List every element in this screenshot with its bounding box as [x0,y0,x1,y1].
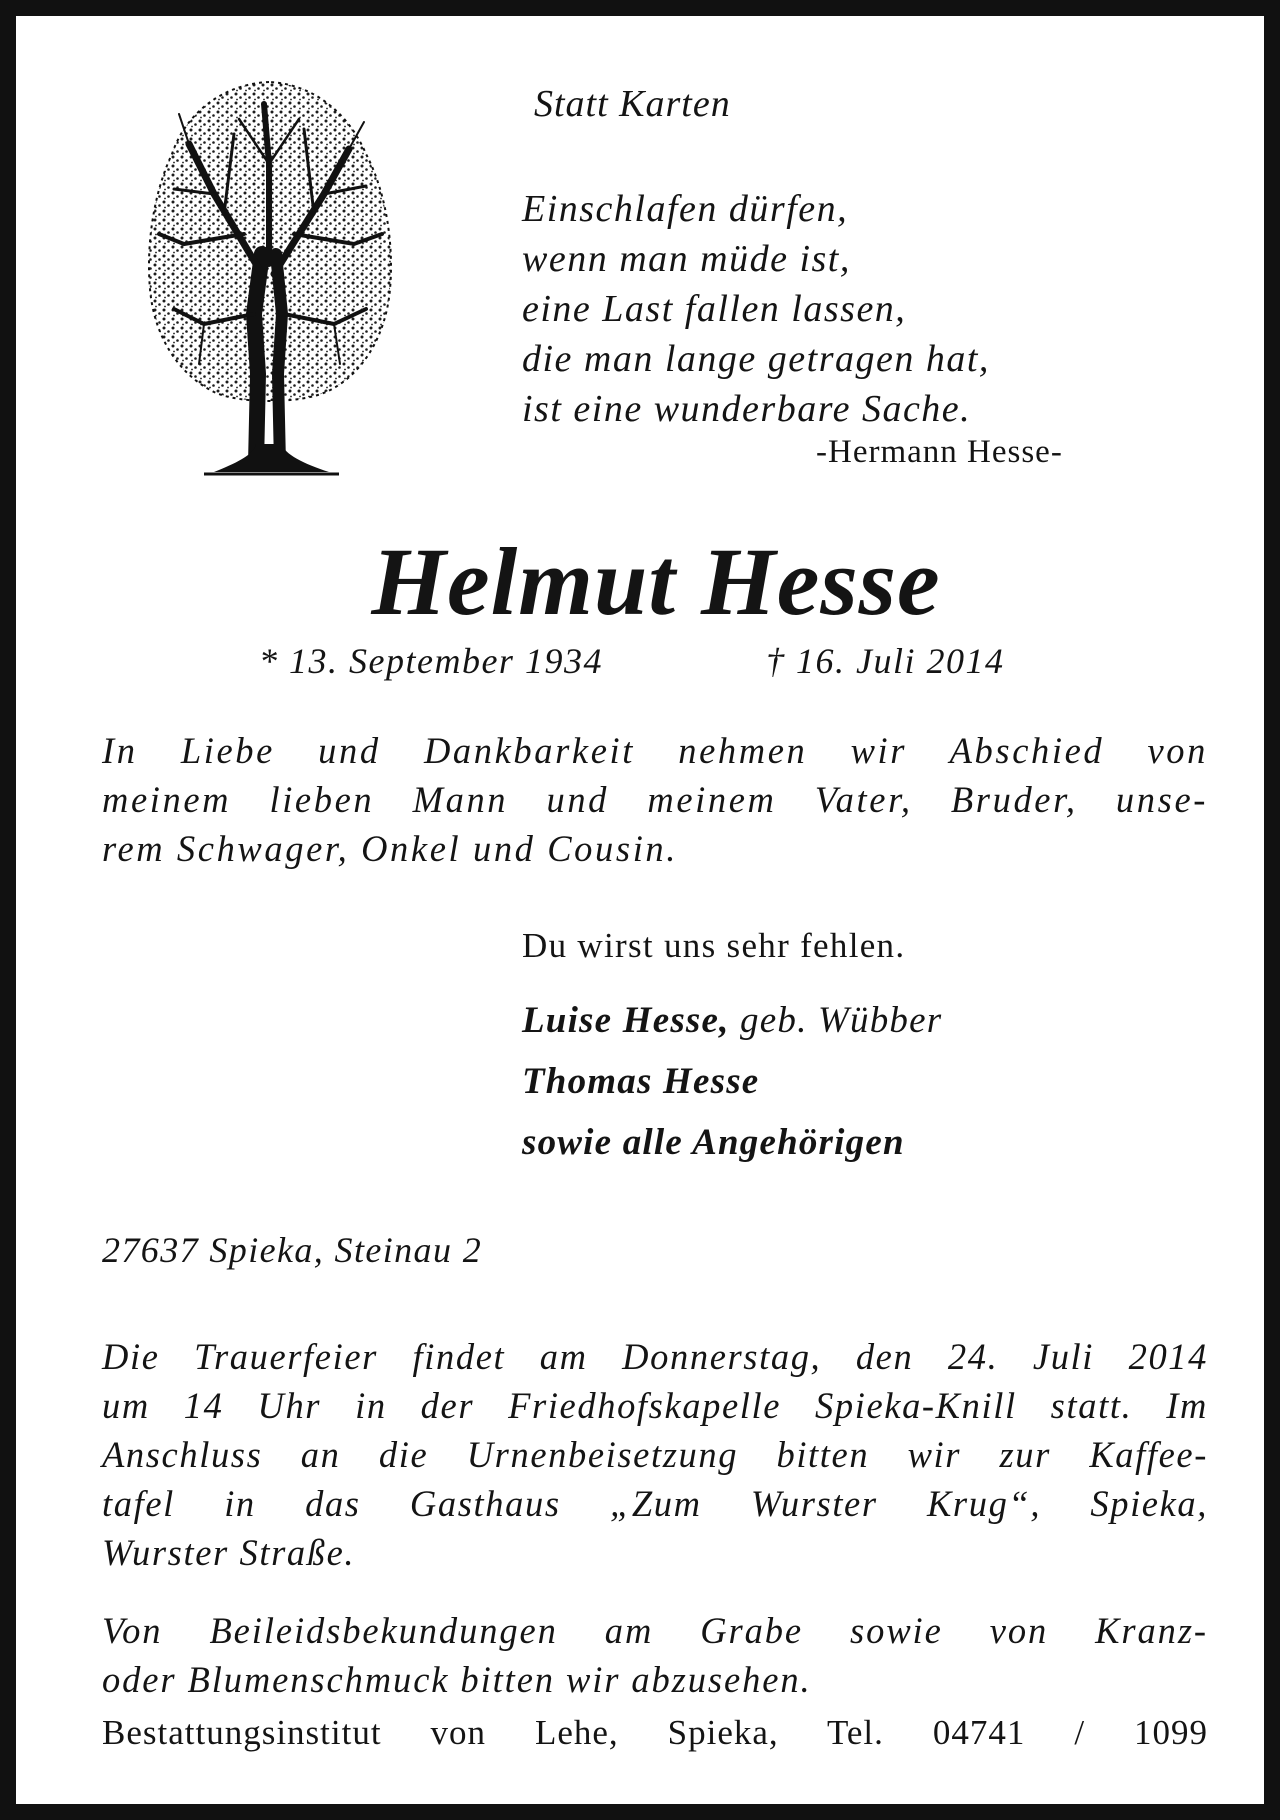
mourner-relatives [522,1121,905,1164]
mourner-luise-name: Luise Hesse, [522,1000,730,1041]
poem-line: wenn man müde ist, [522,238,851,280]
paragraph-line: meinem lieben Mann und meinem Vater, Bruder, unse- [102,779,1208,820]
birth-date: * 13. September 1934 [259,641,603,681]
condolence-paragraph [102,1606,1208,1704]
mourner-relatives-text: sowie alle Angehörigen [522,1122,905,1163]
mourner-thomas [522,1060,759,1103]
poem-author: -Hermann Hesse- [816,434,1063,470]
farewell-paragraph [102,726,1208,873]
paragraph-line: oder Blumenschmuck bitten wir abzusehen. [102,1659,812,1700]
poem-line: die man lange getragen hat, [522,338,990,380]
tree-icon [144,74,394,479]
address: 27637 Spieka, Steinau 2 [102,1230,483,1270]
paragraph-line: Anschluss an die Urnenbeisetzung bitten wir zur Kaffee- [102,1434,1208,1475]
paragraph-line: tafel in das Gasthaus „Zum Wurster Krug“, Spieka, [102,1483,1208,1524]
paragraph-line: Wurster Straße. [102,1532,356,1573]
paragraph-line: In Liebe und Dankbarkeit nehmen wir Abschied von [102,730,1208,771]
mourner-luise-maiden: geb. Wübber [729,1000,943,1041]
poem [522,184,990,434]
poem-line: Einschlafen dürfen, [522,188,849,230]
paragraph-line: rem Schwager, Onkel und Cousin. [102,828,679,869]
paragraph-line: Die Trauerfeier findet am Donnerstag, den 24. Juli 2014 [102,1336,1208,1377]
poem-line: eine Last fallen lassen, [522,288,907,330]
paragraph-line: um 14 Uhr in der Friedhofskapelle Spieka-Knill statt. Im [102,1385,1208,1426]
mourner-luise [522,999,942,1042]
mourner-thomas-name: Thomas Hesse [522,1061,760,1102]
statt-karten: Statt Karten [534,83,731,125]
closing-line: Du wirst uns sehr fehlen. [522,926,906,965]
undertaker-line: Bestattungsinstitut von Lehe, Spieka, Tel. 04741 / 1099 [102,1713,1208,1752]
poem-line: ist eine wunderbare Sache. [522,388,972,430]
paragraph-line: Von Beileidsbekundungen am Grabe sowie von Kranz- [102,1610,1208,1651]
deceased-name: Helmut Hesse [371,528,941,635]
death-date: † 16. Juli 2014 [766,641,1005,681]
funeral-paragraph [102,1332,1208,1577]
